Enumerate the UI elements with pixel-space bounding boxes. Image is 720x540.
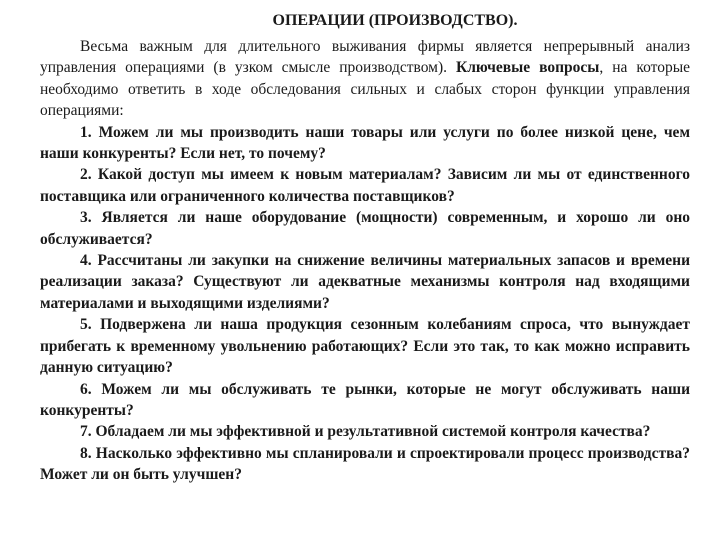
question-4 <box>40 250 690 314</box>
question-7 <box>40 421 690 442</box>
question-number: 7. <box>80 423 92 441</box>
intro-text-1: Весьма важным для длительного выживания фирмы является непрерывный анализ управления операциями (в узком смысле производством). <box>40 38 690 77</box>
intro-text-2: , на которые необходимо ответить в ходе обследования сильных и слабых сторон функции управления операциями: <box>40 59 690 120</box>
question-number: 8. <box>80 444 92 462</box>
question-text: Можем ли мы обслуживать те рынки, которые не могут обслуживать наши конкуренты? <box>40 380 690 419</box>
question-text: Насколько эффективно мы спланировали и спроектировали процесс производства? Может ли он быть улучшен? <box>40 444 691 484</box>
question-number: 4. <box>80 252 92 270</box>
question-number: 3. <box>80 209 92 227</box>
question-text: Рассчитаны ли закупки на снижение величины материальных запасов и времени реализации заказа? Существуют ли адекватные механизмы контроля над входящими материалами и выходящими изделиями? <box>40 252 690 312</box>
question-number: 2. <box>80 166 92 184</box>
question-number: 6. <box>80 380 92 398</box>
question-number: 1. <box>80 123 92 141</box>
question-5 <box>40 314 690 378</box>
question-2 <box>40 164 690 207</box>
question-1 <box>40 122 690 165</box>
intro-keyword: Ключевые вопросы <box>455 59 600 77</box>
question-8 <box>40 443 690 486</box>
question-text: Подвержена ли наша продукция сезонным колебаниям спроса, что вынуждает прибегать к временному увольнению работающих? Если это так, то как можно исправить данную ситуацию? <box>40 316 691 377</box>
question-text: Можем ли мы производить наши товары или услуги по более низкой цене, чем наши конкуренты? Если нет, то почему? <box>40 123 690 163</box>
question-text: Является ли наше оборудование (мощности) современным, и хорошо ли оно обслуживается? <box>40 209 690 248</box>
question-3 <box>40 207 690 250</box>
question-text: Обладаем ли мы эффективной и результативной системой контроля качества? <box>95 423 651 441</box>
question-text: Какой доступ мы имеем к новым материалам? Зависим ли мы от единственного поставщика или ограниченного количества поставщиков? <box>40 166 691 205</box>
question-6 <box>40 379 690 422</box>
question-number: 5. <box>80 316 92 334</box>
page-title: ОПЕРАЦИИ (ПРОИЗВОДСТВО). <box>272 12 518 29</box>
intro-paragraph <box>40 36 690 122</box>
